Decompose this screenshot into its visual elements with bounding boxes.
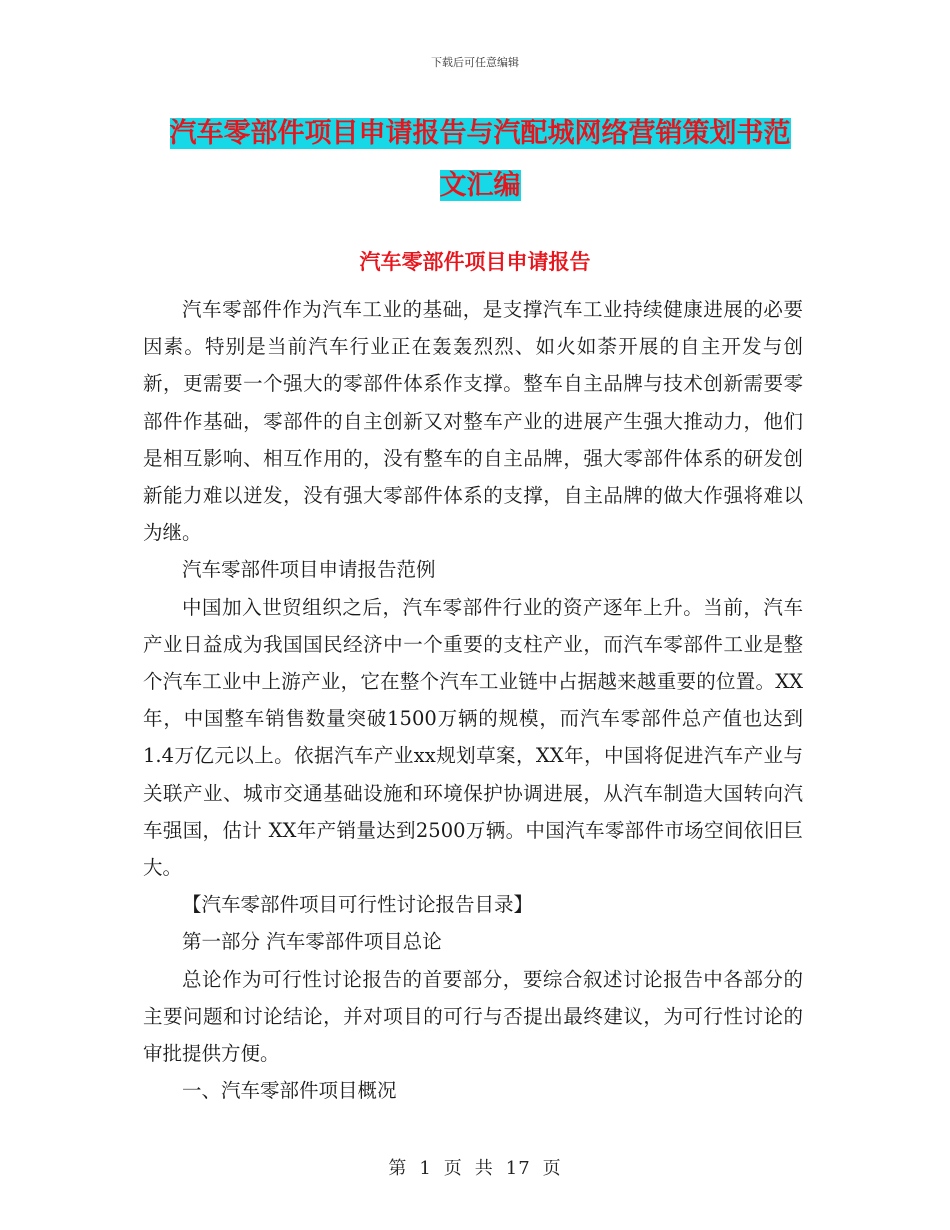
paragraph-part-one: 第一部分 汽车零部件项目总论 <box>182 930 442 954</box>
section-title: 汽车零部件项目申请报告 <box>359 250 591 274</box>
document-title-line2: 文汇编 <box>439 170 521 201</box>
footer-page-number: 1 <box>419 1158 432 1179</box>
footer-page-label: 第 <box>388 1158 408 1179</box>
footer-total-number: 17 <box>505 1158 531 1179</box>
page-footer <box>0 1154 950 1180</box>
paragraph-summary: 总论作为可行性讨论报告的首要部分，要综合叙述讨论报告中各部分的主要问题和讨论结论，并对项目的可行与否提出最终建议，为可行性讨论的审批提供方便。 <box>143 967 803 1066</box>
paragraph-industry: 中国加入世贸组织之后，汽车零部件行业的资产逐年上升。当前，汽车产业日益成为我国国民经济中一个重要的支柱产业，而汽车零部件工业是整个汽车工业中上游产业，它在整个汽车工业链中占据越来越重要的位置。XX年，中国整车销售数量突破1500万辆的规模，而汽车零部件总产值也达到1.4万亿元以上。依据汽车产业xx规划草案，XX年，中国将促进汽车产业与关联产业、城市交通基础设施和环境保护协调进展，从汽车制造大国转向汽车强国，估计 XX年产销量达到2500万辆。中国汽车零部件市场空间依旧巨大。 <box>143 595 803 880</box>
paragraph-example-heading: 汽车零部件项目申请报告范例 <box>182 558 436 582</box>
footer-total-label: 共 <box>474 1158 494 1179</box>
paragraph-toc-heading: 【汽车零部件项目可行性讨论报告目录】 <box>182 893 534 917</box>
document-title <box>140 108 820 212</box>
footer-page-unit: 页 <box>443 1158 463 1179</box>
footer-total-unit: 页 <box>542 1158 562 1179</box>
document-body <box>143 291 803 1109</box>
document-title-line1: 汽车零部件项目申请报告与汽配城网络营销策划书范 <box>169 118 791 149</box>
header-note: 下载后可任意编辑 <box>431 56 519 69</box>
paragraph-overview: 一、汽车零部件项目概况 <box>182 1079 397 1103</box>
paragraph-intro: 汽车零部件作为汽车工业的基础，是支撑汽车工业持续健康进展的必要因素。特别是当前汽车行业正在轰轰烈烈、如火如荼开展的自主开发与创新，更需要一个强大的零部件体系作支撑。整车自主品牌与技术创新需要零部件作基础，零部件的自主创新又对整车产业的进展产生强大推动力，他们是相互影响、相互作用的，没有整车的自主品牌，强大零部件体系的研发创新能力难以迸发，没有强大零部件体系的支撑，自主品牌的做大作强将难以为继。 <box>143 298 803 545</box>
